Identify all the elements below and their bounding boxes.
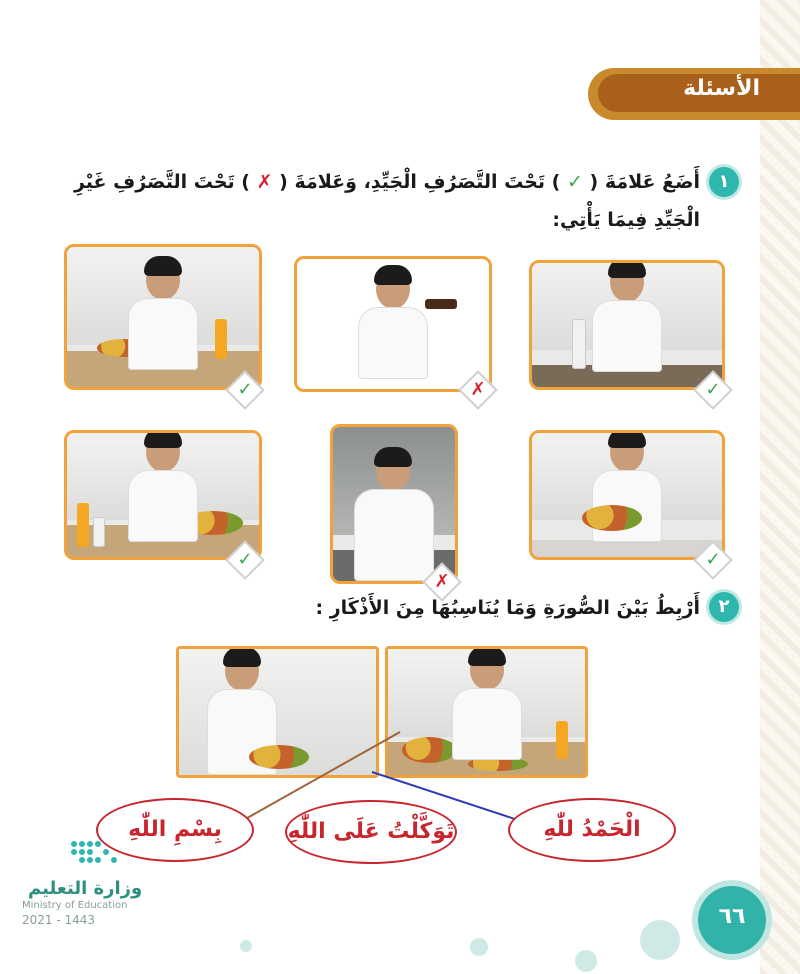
answer-checkbox-3: ✓ bbox=[693, 370, 733, 410]
answer-oval-alhamdulillah[interactable]: الْحَمْدُ للّٰهِ bbox=[508, 798, 676, 862]
answer-oval-bismillah[interactable]: بِسْمِ اللّٰهِ bbox=[96, 798, 254, 862]
floret-decoration bbox=[470, 938, 488, 956]
question-1-line-2: الْجَيِّدِ فِيمَا يَأْتِي: bbox=[552, 209, 700, 231]
answer-checkbox-6: ✓ bbox=[693, 540, 733, 580]
question-2-text: أَرْبِطُ بَيْنَ الصُّورَةِ وَمَا يُنَاسِبُهَا مِنَ الأَذْكَارِ : bbox=[315, 597, 700, 619]
question-2-number: ٢ bbox=[709, 592, 739, 622]
answer-checkbox-2: ✗ bbox=[458, 370, 498, 410]
q1-text-c: ) تَحْتَ التَّصَرُفِ غَيْرِ bbox=[73, 171, 250, 193]
ministry-year: 2021 - 1443 bbox=[22, 913, 96, 927]
floret-decoration bbox=[240, 940, 252, 952]
check-mark-icon: ✓ bbox=[566, 171, 583, 193]
section-title: الأسئلة bbox=[683, 76, 760, 101]
answer-checkbox-5: ✗ bbox=[422, 562, 462, 602]
q1-text-b: ) تَحْتَ التَّصَرُفِ الْجَيِّدِ، وَعَلامَةَ ( bbox=[279, 171, 561, 193]
floret-decoration bbox=[575, 950, 597, 972]
cross-mark-icon: ✗ bbox=[256, 171, 273, 193]
ministry-name-arabic: وزارة التعليم bbox=[28, 878, 143, 899]
answer-checkbox-1: ✓ bbox=[225, 370, 265, 410]
q1-text-a: أَضَعُ عَلامَةَ ( bbox=[589, 171, 700, 193]
ministry-logo-icon bbox=[68, 838, 130, 866]
question-1-number: ١ bbox=[709, 167, 739, 197]
floret-decoration bbox=[640, 920, 680, 960]
answer-oval-tawakkaltu[interactable]: تَوَكَّلْتُ عَلَى اللّٰهِ bbox=[285, 800, 457, 864]
page-number: ٦٦ bbox=[718, 904, 746, 929]
page-number-badge bbox=[698, 886, 766, 954]
ministry-name-english: Ministry of Education bbox=[22, 900, 128, 911]
answer-checkbox-4: ✓ bbox=[225, 540, 265, 580]
